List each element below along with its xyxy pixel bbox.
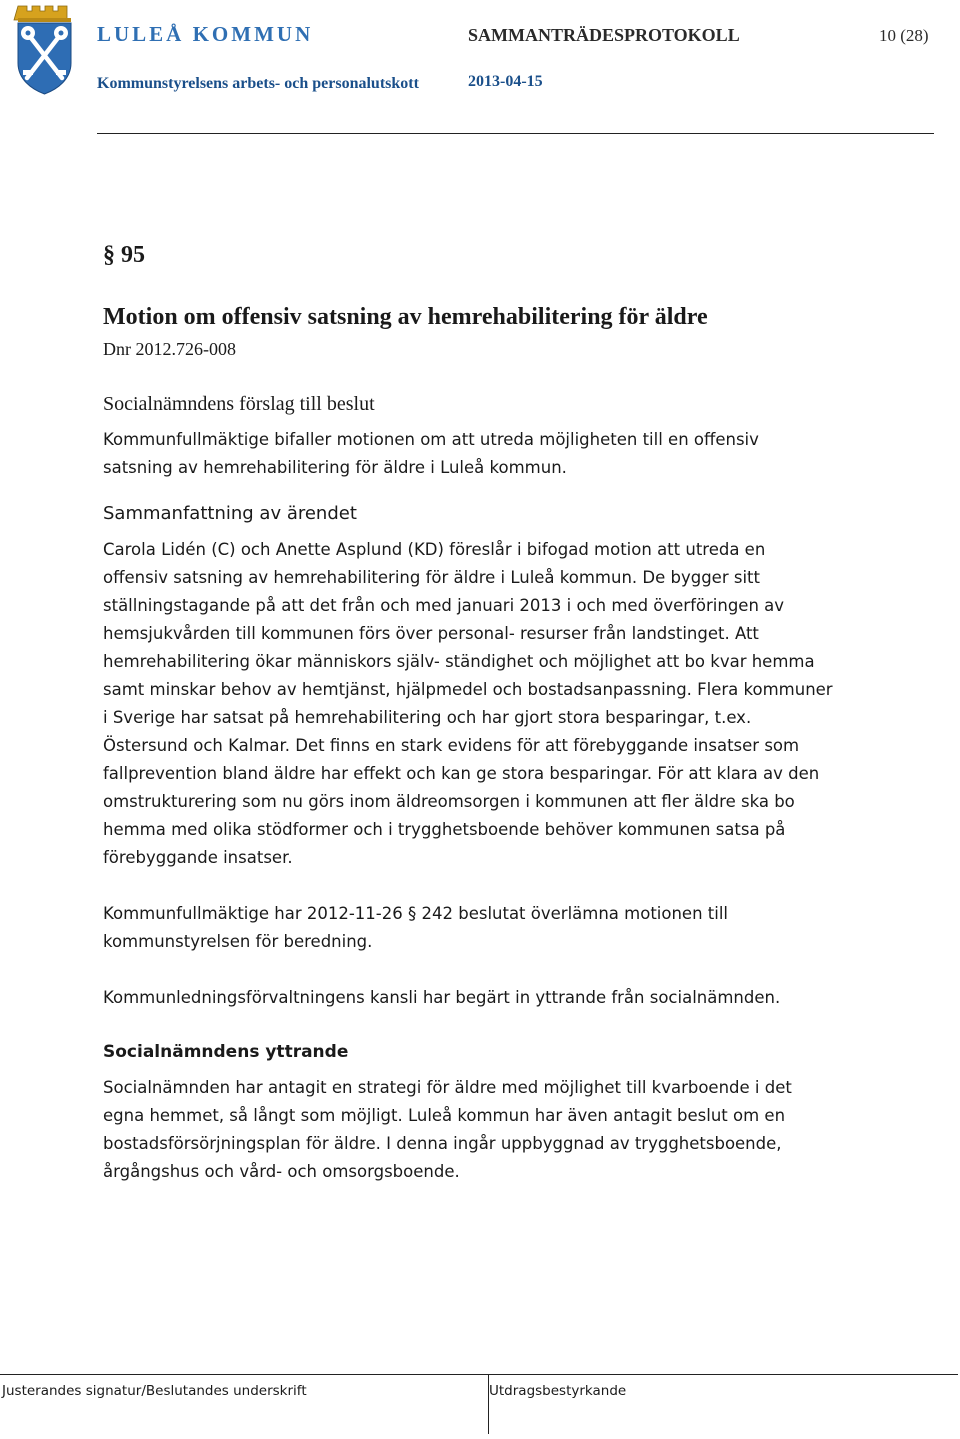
- coat-of-arms-icon: [12, 4, 76, 96]
- page-number: 10 (28): [879, 26, 929, 45]
- section-heading-statement: Socialnämndens yttrande: [103, 1042, 349, 1062]
- section-heading-summary: Sammanfattning av ärendet: [103, 503, 357, 524]
- document-type: SAMMANTRÄDESPROTOKOLL: [468, 25, 740, 45]
- paragraph-number: § 95: [103, 242, 145, 268]
- proposal-text: Kommunfullmäktige bifaller motionen om att utreda möjligheten till en offensiv satsning av hemrehabilitering för äldre i Luleå kommun.: [103, 430, 759, 477]
- request-text: Kommunledningsförvaltningens kansli har begärt in yttrande från socialnämnden.: [103, 988, 781, 1007]
- case-title: Motion om offensiv satsning av hemrehabilitering för äldre: [103, 304, 708, 330]
- protocol-body: [103, 240, 833, 1186]
- summary-text: Carola Lidén (C) och Anette Asplund (KD) föreslår i bifogad motion att utreda en offensiv satsning av hemrehabilitering för äldre i Luleå kommun. De bygger sitt ställningstagande på att det från och med januari 2013 i och med överföringen av hemsjukvården till kommunen förs över personal- resurser från landstinget. Att hemrehabilitering ökar människors själv- ständighet och möjlighet att bo kvar hemma samt minskar behov av hemtjänst, hjälpmedel och bostadsanpassning. Flera kommuner i Sverige har satsat på hemrehabilitering och har gjort stora besparingar, t.ex. Östersund och Kalmar. Det finns en stark evidens för att förebyggande insatser som fallprevention bland äldre har effekt och kan ge stora besparingar. För att klara av den omstrukturering som nu görs inom äldreomsorgen i kommunen att fler äldre ska bo hemma med olika stödformer och i trygghetsboende behöver kommunen satsa på förebyggande insatser.: [103, 540, 833, 867]
- referral-text: Kommunfullmäktige har 2012-11-26 § 242 beslutat överlämna motionen till kommunstyrelsen för beredning.: [103, 904, 729, 951]
- meeting-date: 2013-04-15: [468, 73, 543, 90]
- extract-certification-label: Utdragsbestyrkande: [489, 1383, 627, 1399]
- organization-name: LULEÅ KOMMUN: [97, 22, 314, 46]
- footer-divider: [0, 1374, 958, 1375]
- header-divider: [97, 133, 934, 134]
- case-reference: Dnr 2012.726-008: [103, 339, 236, 359]
- committee-name: Kommunstyrelsens arbets- och personalutskott: [97, 75, 419, 92]
- statement-text: Socialnämnden har antagit en strategi för äldre med möjlighet till kvarboende i det egna hemmet, så långt som möjligt. Luleå kommun har även antagit beslut om en bostadsförsörjningsplan för äldre. I denna ingår uppbyggnad av trygghetsboende, årgångshus och vård- och omsorgsboende.: [103, 1078, 792, 1181]
- signature-field-label: Justerandes signatur/Beslutandes underskrift: [2, 1383, 307, 1399]
- section-heading-proposal: Socialnämndens förslag till beslut: [103, 393, 375, 415]
- page-header: [0, 0, 960, 140]
